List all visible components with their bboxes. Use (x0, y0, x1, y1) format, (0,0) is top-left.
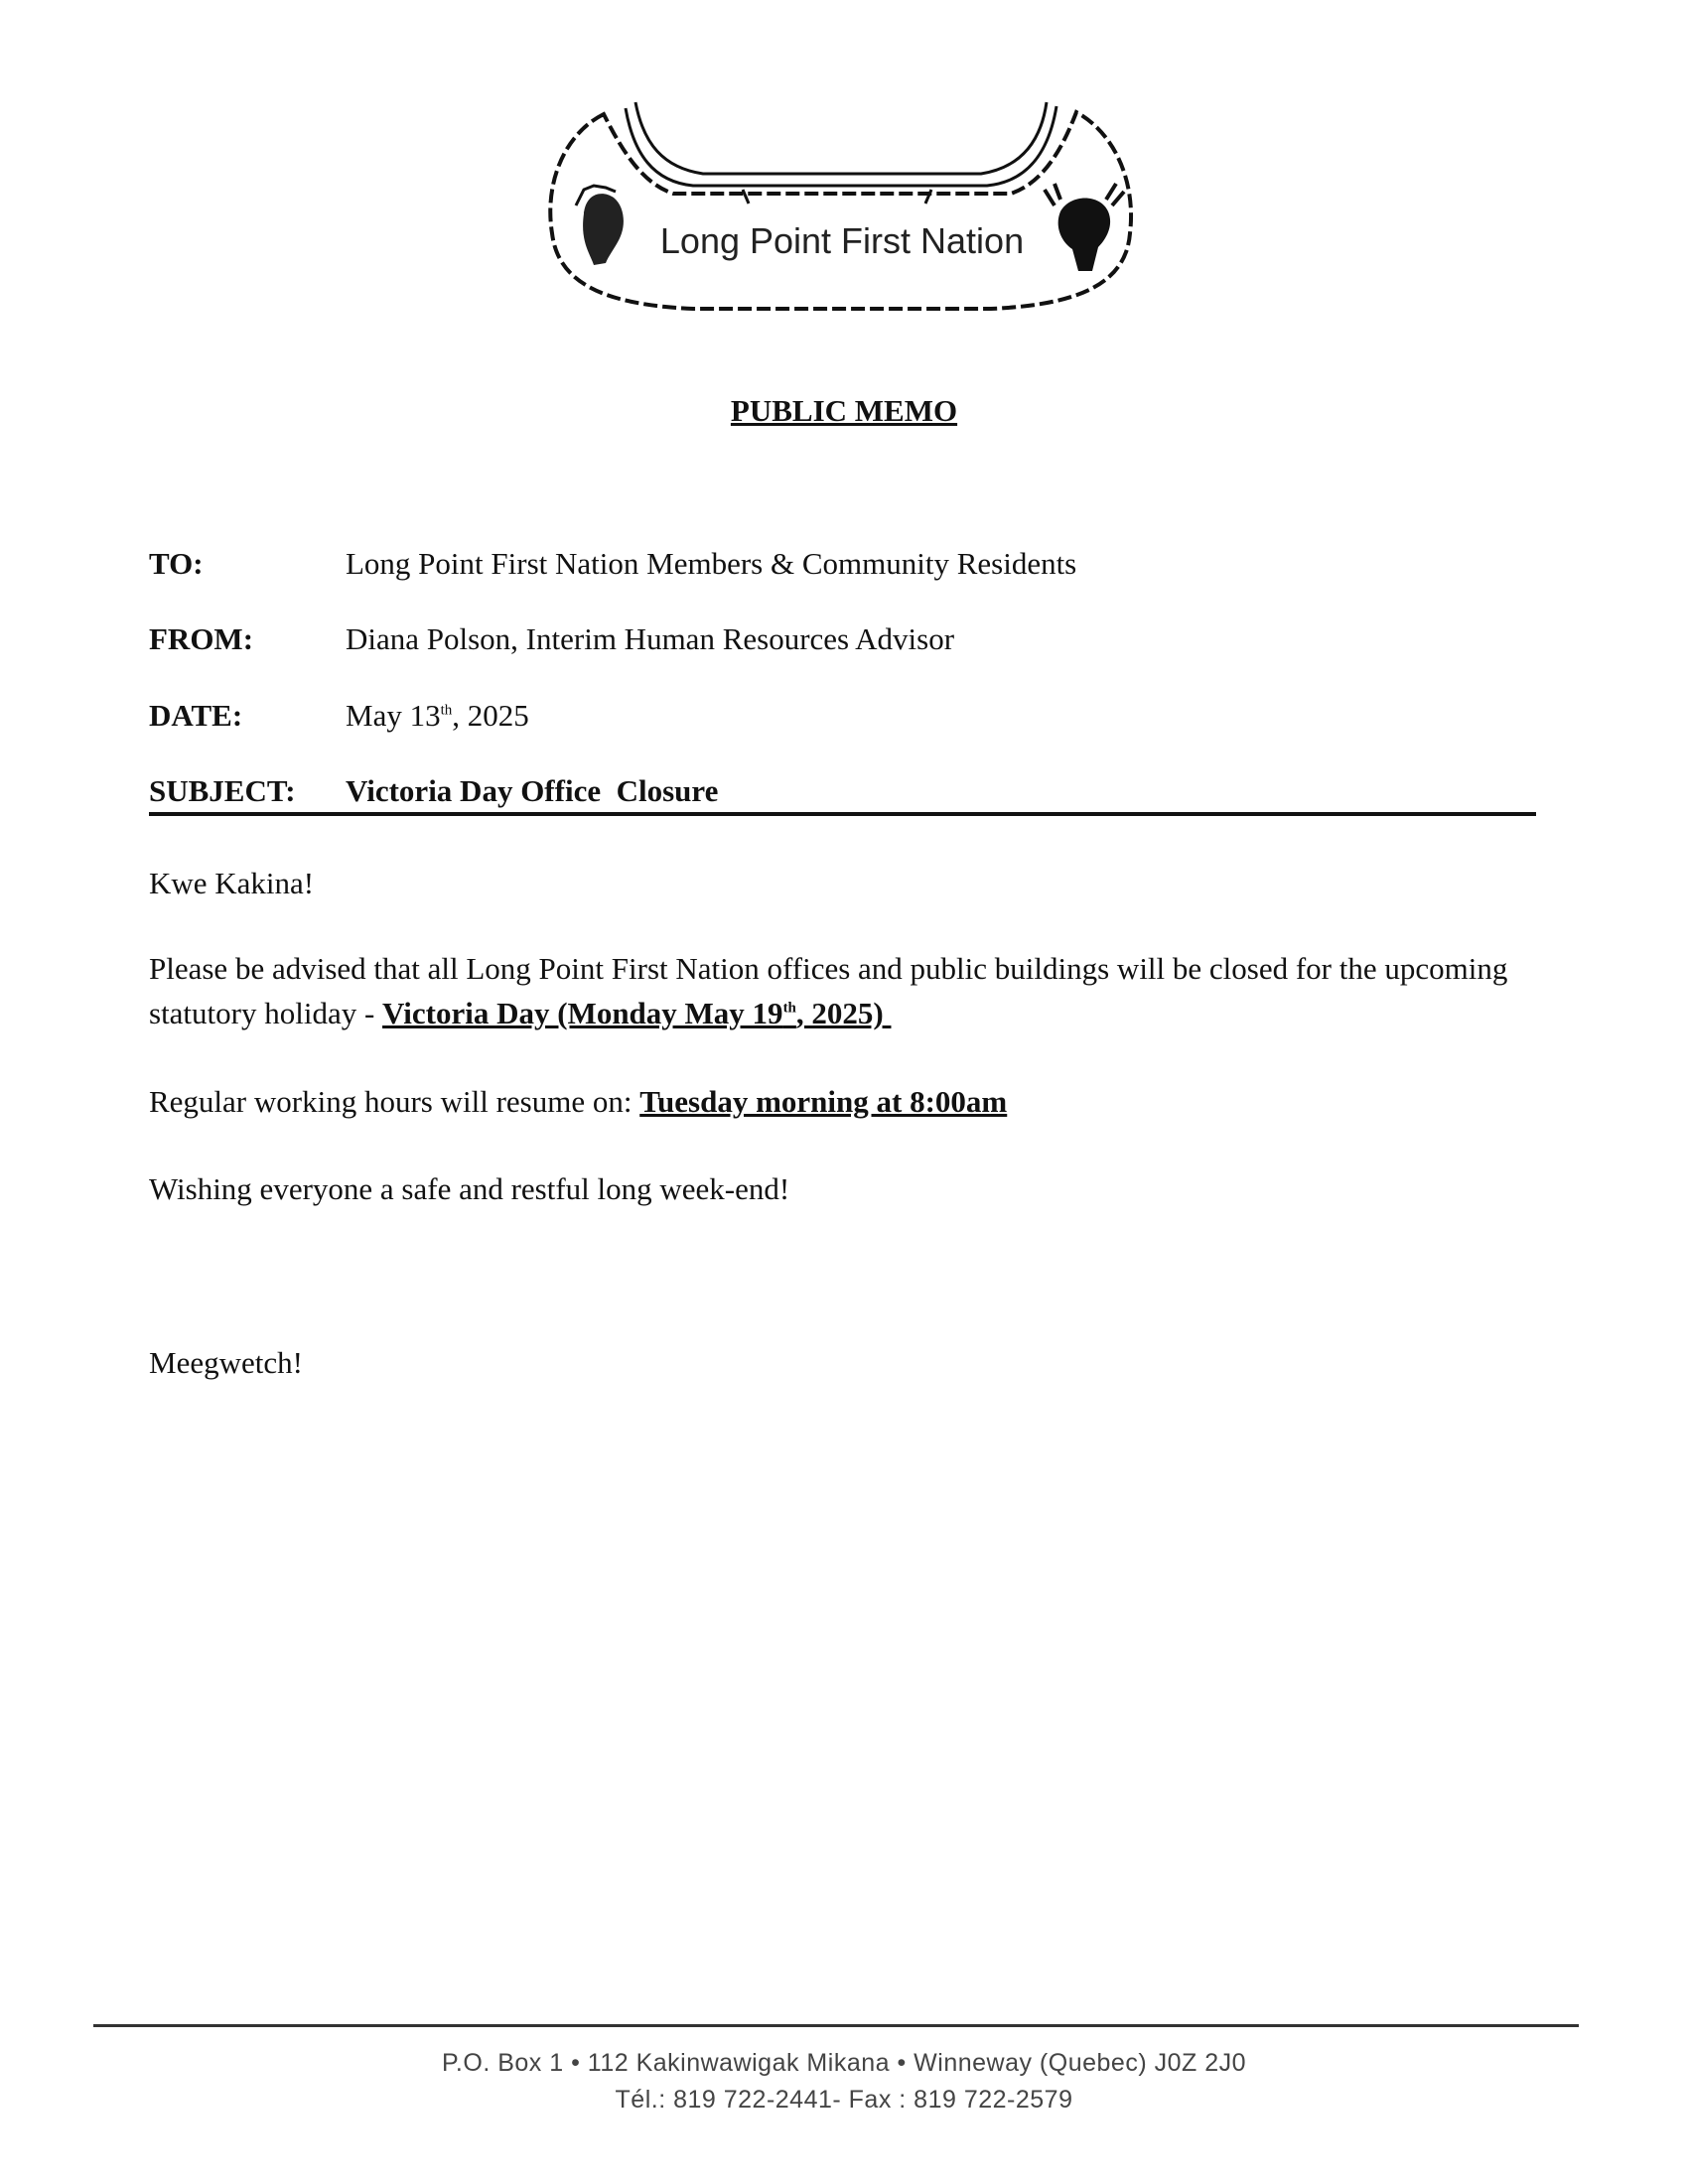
greeting: Kwe Kakina! (149, 866, 315, 900)
holiday-date-sup: th (782, 1000, 796, 1017)
subject-value: Victoria Day Office Closure (346, 773, 719, 808)
closing: Meegwetch! (149, 1345, 303, 1380)
canoe-logo-graphic (544, 94, 1136, 317)
header-divider (149, 812, 1536, 816)
memo-title: PUBLIC MEMO (730, 393, 958, 428)
holiday-date-post: , 2025) (795, 996, 892, 1030)
advisory-text: Please be advised that all Long Point First Nation offices and public buildings will be closed for the upcoming statutory holiday - (149, 951, 1508, 1030)
from-label: FROM: (149, 621, 254, 656)
date-label: DATE: (149, 698, 243, 733)
to-value: Long Point First Nation Members & Community Residents (346, 546, 1077, 581)
date-value (346, 698, 529, 734)
to-label: TO: (149, 546, 204, 581)
headdress-figure-icon (576, 186, 624, 265)
from-value: Diana Polson, Interim Human Resources Advisor (346, 621, 955, 656)
footer-phone: Tél.: 819 722-2441- Fax : 819 722-2579 (615, 2086, 1073, 2114)
moose-icon (1045, 184, 1124, 271)
date-value-pre: May 13 (346, 698, 441, 733)
resume-time: Tuesday morning at 8:00am (639, 1084, 1008, 1119)
date-value-sup: th (440, 702, 453, 719)
date-value-post: , 2025 (452, 698, 529, 733)
resume-paragraph (149, 1079, 1539, 1124)
subject-label: SUBJECT: (149, 773, 296, 808)
wish-paragraph: Wishing everyone a safe and restful long week-end! (149, 1171, 790, 1206)
canoe-logo (544, 94, 1136, 317)
holiday-date-pre: Victoria Day (Monday May 19 (382, 996, 783, 1030)
holiday-date (382, 996, 891, 1030)
footer-divider (93, 2024, 1579, 2027)
advisory-paragraph (149, 946, 1539, 1035)
logo-text: Long Point First Nation (659, 220, 1025, 261)
footer-address: P.O. Box 1 • 112 Kakinwawigak Mikana • Winneway (Quebec) J0Z 2J0 (441, 2049, 1247, 2077)
resume-text: Regular working hours will resume on: (149, 1084, 640, 1119)
